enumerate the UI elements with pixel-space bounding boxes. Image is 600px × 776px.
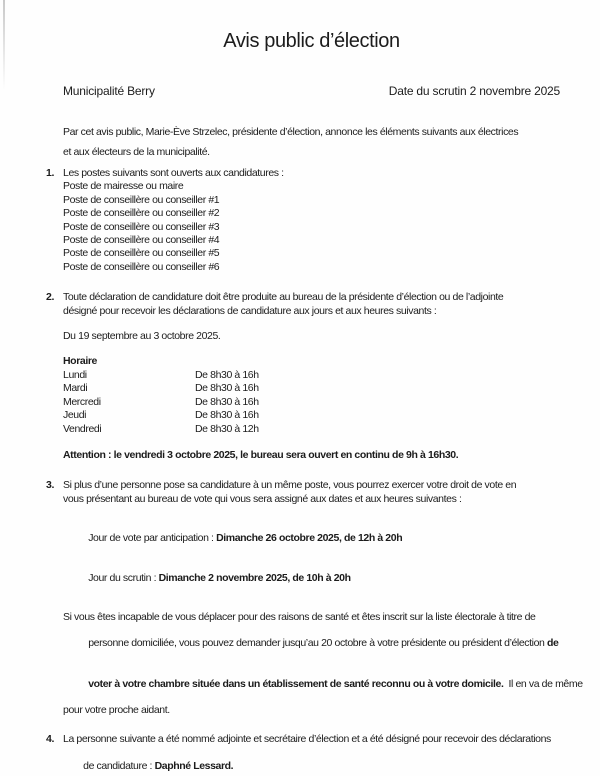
schedule-day: Vendredi (63, 422, 102, 435)
section-3-vote (46, 479, 583, 718)
secretary-name: Daphné Lessard. (154, 759, 234, 772)
scrutin-day-label: Jour du scrutin : (88, 571, 159, 584)
section-2-lead-line-1: Toute déclaration de candidature doit être produite au bureau de la présidente d’élection ou de l’adjointe (63, 291, 504, 304)
schedule-row (63, 382, 560, 395)
schedule-day: Lundi (63, 368, 87, 381)
post-item: Poste de conseillère ou conseiller #3 (63, 220, 220, 233)
section-4-secretaire (46, 732, 560, 776)
document-content (0, 28, 600, 776)
intro-line-1: Par cet avis public, Marie-Ève Strzelec, présidente d’élection, annonce les éléments suivants aux électrices (63, 126, 519, 138)
schedule-day: Mardi (63, 382, 88, 395)
schedule-hours: De 8h30 à 16h (195, 382, 259, 395)
health-vote-paragraph (63, 610, 583, 718)
health-line-2-bold: de (547, 637, 559, 650)
post-item: Poste de conseillère ou conseiller #4 (63, 234, 220, 247)
health-line-3-regular: Il en va de même (503, 677, 583, 690)
post-list (63, 180, 560, 274)
schedule-title: Horaire (63, 355, 97, 368)
section-1-candidatures (46, 167, 560, 274)
schedule-hours: De 8h30 à 16h (195, 409, 259, 422)
section-4-number: 4. (46, 732, 54, 745)
schedule-day: Jeudi (63, 409, 87, 422)
section-4-lead-line-1: La personne suivante a été nommé adjointe et secrétaire d’élection et a été désigné pour recevoir des déclarations (63, 732, 551, 745)
attention-note: Attention : le vendredi 3 octobre 2025, le bureau sera ouvert en continu de 9h à 16h30. (63, 448, 459, 461)
health-line-2-regular: personne domiciliée, vous pouvez demander jusqu’au 20 octobre à votre présidente ou président d’élection (88, 637, 548, 650)
schedule-row (63, 396, 560, 409)
health-line-2 (63, 624, 560, 664)
section-2-declarations (46, 291, 560, 462)
section-3-lead-line-2: vous présentant au bureau de vote qui vous sera assigné aux dates et aux heures suivantes : (63, 492, 462, 505)
schedule-table (63, 355, 560, 435)
health-line-4: pour votre proche aidant. (63, 704, 170, 717)
municipality-label: Municipalité Berry (63, 84, 155, 98)
advance-vote-line (63, 518, 560, 558)
post-item: Poste de conseillère ou conseiller #6 (63, 260, 220, 273)
health-line-1: Si vous êtes incapable de vous déplacer pour des raisons de santé et êtes inscrit sur la liste électorale à titre de (63, 610, 536, 623)
schedule-day: Mercredi (63, 395, 101, 408)
vote-days-block (63, 518, 560, 598)
section-3-lead-line-1: Si plus d’une personne pose sa candidature à un même poste, vous pourrez exercer votre droit de vote en (63, 479, 517, 492)
section-4-lead-line-2-regular: de candidature : (83, 759, 155, 772)
scrutin-date-label: Date du scrutin 2 novembre 2025 (388, 84, 560, 98)
post-item: Poste de mairesse ou maire (63, 180, 184, 193)
advance-vote-label: Jour de vote par anticipation : (88, 531, 217, 544)
schedule-row (63, 409, 560, 422)
post-item: Poste de conseillère ou conseiller #1 (63, 193, 220, 206)
schedule-hours: De 8h30 à 12h (195, 422, 259, 435)
intro-paragraph (63, 122, 560, 162)
advance-vote-value: Dimanche 26 octobre 2025, de 12h à 20h (216, 531, 403, 544)
schedule-row (63, 369, 560, 382)
candidature-period: Du 19 septembre au 3 octobre 2025. (63, 330, 221, 343)
post-item: Poste de conseillère ou conseiller #5 (63, 247, 220, 260)
health-line-3 (63, 664, 583, 704)
document-meta-row (63, 85, 560, 98)
section-1-number: 1. (46, 167, 54, 179)
intro-line-2: et aux électeurs de la municipalité. (63, 146, 210, 158)
schedule-hours: De 8h30 à 16h (195, 395, 259, 408)
section-1-lead: Les postes suivants sont ouverts aux candidatures : (63, 167, 284, 179)
section-4-lead-line-2 (63, 746, 560, 776)
scrutin-day-value: Dimanche 2 novembre 2025, de 10h à 20h (158, 571, 351, 584)
health-line-3-bold: voter à votre chambre située dans un établissement de santé reconnu ou à votre domicile. (88, 677, 504, 690)
post-item: Poste de conseillère ou conseiller #2 (63, 207, 220, 220)
schedule-hours: De 8h30 à 16h (195, 368, 259, 381)
scan-edge-artifact (3, 0, 5, 90)
section-2-lead-line-2: désigné pour recevoir les déclarations de candidature aux jours et aux heures suivants : (63, 304, 437, 317)
schedule-row (63, 423, 560, 436)
section-3-number: 3. (46, 479, 54, 492)
scrutin-day-line (63, 558, 560, 598)
section-2-number: 2. (46, 291, 54, 304)
page-title: Avis public d’élection (223, 30, 400, 52)
